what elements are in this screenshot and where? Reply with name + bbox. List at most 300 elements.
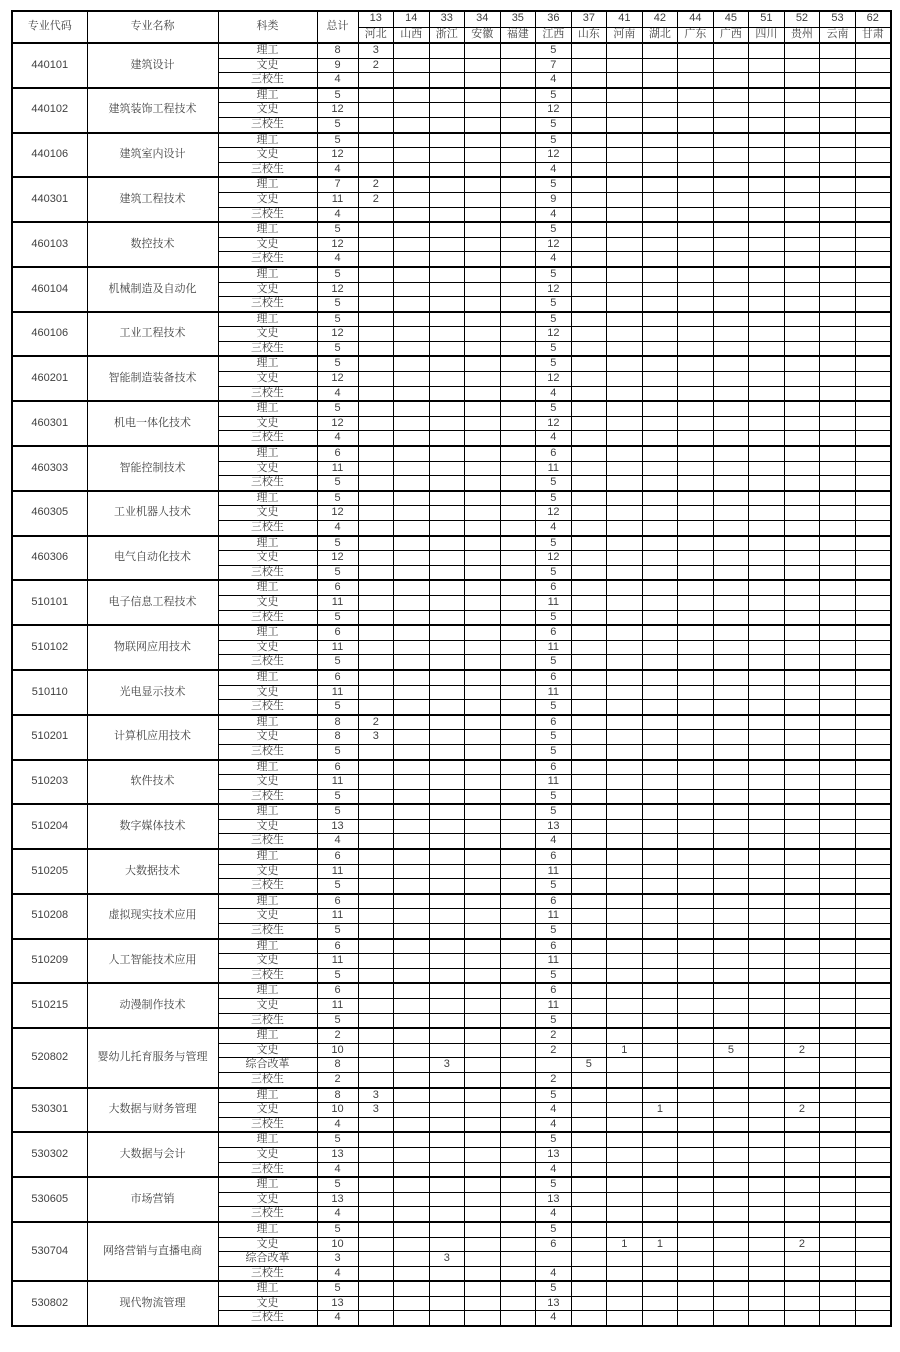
total-cell: 5 bbox=[317, 133, 358, 148]
province-value-cell bbox=[678, 551, 714, 566]
province-value-cell bbox=[429, 804, 465, 819]
province-value-cell bbox=[500, 939, 536, 954]
province-value-cell bbox=[713, 580, 749, 595]
province-value-cell bbox=[784, 700, 820, 715]
province-value-cell bbox=[749, 88, 785, 103]
province-value-cell bbox=[642, 282, 678, 297]
province-value-cell bbox=[749, 1177, 785, 1192]
province-value-cell bbox=[394, 103, 430, 118]
province-value-cell bbox=[358, 312, 394, 327]
province-value-cell bbox=[820, 461, 856, 476]
province-value-cell bbox=[394, 536, 430, 551]
category-cell: 文史 bbox=[218, 237, 317, 252]
province-value-cell bbox=[607, 162, 643, 177]
province-value-cell bbox=[358, 356, 394, 371]
province-value-cell bbox=[820, 536, 856, 551]
province-value-cell bbox=[607, 88, 643, 103]
province-name-header: 湖北 bbox=[642, 27, 678, 43]
province-value-cell bbox=[358, 372, 394, 387]
province-value-cell bbox=[820, 968, 856, 983]
province-value-cell bbox=[571, 1147, 607, 1162]
province-value-cell bbox=[820, 1103, 856, 1118]
province-value-cell bbox=[571, 58, 607, 73]
province-value-cell: 5 bbox=[571, 1058, 607, 1073]
province-value-cell: 12 bbox=[536, 416, 572, 431]
total-cell: 5 bbox=[317, 117, 358, 132]
province-value-cell: 5 bbox=[536, 744, 572, 759]
province-value-cell bbox=[571, 610, 607, 625]
province-value-cell bbox=[855, 894, 891, 909]
province-value-cell bbox=[358, 1043, 394, 1058]
province-name-header: 甘肃 bbox=[855, 27, 891, 43]
province-value-cell: 5 bbox=[536, 476, 572, 491]
province-value-cell bbox=[429, 401, 465, 416]
category-cell: 三校生 bbox=[218, 73, 317, 88]
major-code-cell: 460306 bbox=[12, 536, 87, 581]
category-cell: 文史 bbox=[218, 1192, 317, 1207]
province-value-cell bbox=[571, 730, 607, 745]
major-name-cell: 网络营销与直播电商 bbox=[87, 1222, 218, 1281]
province-value-cell bbox=[358, 610, 394, 625]
header-row-top bbox=[12, 11, 891, 27]
province-value-cell bbox=[358, 237, 394, 252]
province-value-cell bbox=[749, 1192, 785, 1207]
province-value-cell bbox=[642, 1222, 678, 1237]
province-value-cell bbox=[500, 43, 536, 58]
province-value-cell bbox=[678, 117, 714, 132]
province-value-cell bbox=[607, 954, 643, 969]
province-value-cell bbox=[678, 954, 714, 969]
province-value-cell bbox=[358, 968, 394, 983]
total-cell: 10 bbox=[317, 1043, 358, 1058]
major-name-cell: 机械制造及自动化 bbox=[87, 267, 218, 312]
province-value-cell bbox=[820, 625, 856, 640]
province-value-cell bbox=[678, 1162, 714, 1177]
province-value-cell bbox=[642, 565, 678, 580]
province-value-cell bbox=[642, 73, 678, 88]
province-value-cell bbox=[465, 954, 501, 969]
province-value-cell bbox=[642, 521, 678, 536]
province-value-cell bbox=[678, 43, 714, 58]
province-value-cell bbox=[500, 162, 536, 177]
category-cell: 理工 bbox=[218, 222, 317, 237]
province-value-cell bbox=[820, 312, 856, 327]
province-value-cell bbox=[571, 401, 607, 416]
province-value-cell bbox=[713, 446, 749, 461]
province-value-cell bbox=[642, 909, 678, 924]
province-value-cell bbox=[642, 1207, 678, 1222]
total-cell: 5 bbox=[317, 312, 358, 327]
province-value-cell bbox=[465, 1252, 501, 1267]
province-code-header: 13 bbox=[358, 11, 394, 27]
major-code-cell: 530301 bbox=[12, 1088, 87, 1133]
province-value-cell bbox=[394, 1162, 430, 1177]
province-value-cell bbox=[465, 715, 501, 730]
province-value-cell bbox=[855, 924, 891, 939]
province-value-cell bbox=[749, 536, 785, 551]
category-cell: 三校生 bbox=[218, 1207, 317, 1222]
province-value-cell bbox=[678, 685, 714, 700]
province-value-cell bbox=[358, 431, 394, 446]
category-cell: 文史 bbox=[218, 148, 317, 163]
table-row bbox=[12, 715, 891, 730]
province-value-cell: 5 bbox=[536, 924, 572, 939]
province-value-cell bbox=[678, 103, 714, 118]
province-value-cell bbox=[394, 730, 430, 745]
province-value-cell bbox=[465, 760, 501, 775]
category-cell: 理工 bbox=[218, 1132, 317, 1147]
major-code-cell: 460301 bbox=[12, 401, 87, 446]
table-row bbox=[12, 88, 891, 103]
province-value-cell bbox=[607, 580, 643, 595]
province-value-cell bbox=[820, 386, 856, 401]
total-cell: 5 bbox=[317, 222, 358, 237]
province-value-cell bbox=[855, 536, 891, 551]
province-value-cell: 5 bbox=[536, 1088, 572, 1103]
province-value-cell bbox=[394, 491, 430, 506]
province-value-cell bbox=[642, 88, 678, 103]
province-value-cell bbox=[784, 1281, 820, 1296]
table-row bbox=[12, 536, 891, 551]
province-value-cell bbox=[465, 297, 501, 312]
province-value-cell bbox=[571, 461, 607, 476]
province-value-cell bbox=[571, 1072, 607, 1087]
province-value-cell: 11 bbox=[536, 909, 572, 924]
province-value-cell bbox=[784, 177, 820, 192]
total-cell: 6 bbox=[317, 894, 358, 909]
province-value-cell bbox=[607, 327, 643, 342]
province-value-cell bbox=[607, 133, 643, 148]
province-value-cell: 5 bbox=[536, 222, 572, 237]
province-value-cell bbox=[784, 924, 820, 939]
province-value-cell bbox=[855, 1117, 891, 1132]
province-value-cell bbox=[571, 1281, 607, 1296]
province-value-cell bbox=[749, 133, 785, 148]
province-value-cell bbox=[500, 1132, 536, 1147]
province-value-cell bbox=[500, 386, 536, 401]
total-cell: 4 bbox=[317, 73, 358, 88]
province-value-cell bbox=[642, 983, 678, 998]
province-value-cell bbox=[642, 685, 678, 700]
province-value-cell bbox=[642, 849, 678, 864]
province-value-cell bbox=[820, 282, 856, 297]
province-value-cell bbox=[429, 819, 465, 834]
category-cell: 三校生 bbox=[218, 879, 317, 894]
province-value-cell bbox=[713, 192, 749, 207]
province-value-cell bbox=[784, 730, 820, 745]
province-value-cell bbox=[358, 1222, 394, 1237]
province-value-cell bbox=[855, 222, 891, 237]
province-value-cell: 5 bbox=[536, 341, 572, 356]
province-value-cell bbox=[820, 595, 856, 610]
province-value-cell bbox=[394, 999, 430, 1014]
province-value-cell bbox=[571, 1013, 607, 1028]
province-value-cell bbox=[855, 1296, 891, 1311]
province-value-cell bbox=[678, 1252, 714, 1267]
province-value-cell bbox=[642, 327, 678, 342]
province-value-cell bbox=[678, 999, 714, 1014]
province-value-cell bbox=[500, 252, 536, 267]
province-value-cell bbox=[571, 133, 607, 148]
table-row bbox=[12, 580, 891, 595]
province-value-cell bbox=[855, 401, 891, 416]
province-value-cell bbox=[358, 625, 394, 640]
province-value-cell bbox=[358, 521, 394, 536]
province-value-cell bbox=[855, 1207, 891, 1222]
province-value-cell bbox=[678, 252, 714, 267]
province-value-cell bbox=[642, 446, 678, 461]
province-value-cell bbox=[784, 640, 820, 655]
province-value-cell bbox=[394, 177, 430, 192]
province-value-cell bbox=[784, 999, 820, 1014]
total-cell: 5 bbox=[317, 491, 358, 506]
province-value-cell bbox=[358, 789, 394, 804]
major-code-cell: 510205 bbox=[12, 849, 87, 894]
province-value-cell bbox=[784, 282, 820, 297]
province-value-cell bbox=[749, 103, 785, 118]
province-value-cell bbox=[394, 1058, 430, 1073]
province-value-cell bbox=[642, 297, 678, 312]
province-value-cell bbox=[394, 133, 430, 148]
province-value-cell bbox=[784, 595, 820, 610]
category-cell: 文史 bbox=[218, 103, 317, 118]
province-code-header: 45 bbox=[713, 11, 749, 27]
province-value-cell bbox=[429, 744, 465, 759]
province-value-cell bbox=[465, 416, 501, 431]
province-value-cell bbox=[820, 491, 856, 506]
province-value-cell bbox=[784, 1028, 820, 1043]
province-value-cell bbox=[678, 715, 714, 730]
total-cell: 4 bbox=[317, 1266, 358, 1281]
major-code-cell: 530302 bbox=[12, 1132, 87, 1177]
province-value-cell bbox=[642, 655, 678, 670]
province-value-cell bbox=[571, 1088, 607, 1103]
province-value-cell bbox=[855, 610, 891, 625]
province-value-cell bbox=[855, 1043, 891, 1058]
province-value-cell bbox=[749, 222, 785, 237]
province-value-cell bbox=[784, 715, 820, 730]
province-value-cell bbox=[855, 551, 891, 566]
province-value-cell bbox=[394, 237, 430, 252]
province-value-cell bbox=[465, 356, 501, 371]
table-row bbox=[12, 939, 891, 954]
province-value-cell bbox=[607, 1222, 643, 1237]
province-value-cell bbox=[465, 73, 501, 88]
province-value-cell bbox=[784, 789, 820, 804]
province-value-cell bbox=[607, 1266, 643, 1281]
province-value-cell bbox=[500, 1162, 536, 1177]
province-value-cell bbox=[784, 521, 820, 536]
province-value-cell bbox=[749, 580, 785, 595]
province-value-cell bbox=[607, 341, 643, 356]
province-value-cell bbox=[855, 700, 891, 715]
province-value-cell bbox=[749, 744, 785, 759]
province-value-cell bbox=[429, 177, 465, 192]
province-value-cell bbox=[642, 133, 678, 148]
province-value-cell bbox=[394, 744, 430, 759]
province-value-cell: 4 bbox=[536, 1117, 572, 1132]
province-value-cell bbox=[749, 1043, 785, 1058]
province-value-cell bbox=[571, 1237, 607, 1252]
province-value-cell bbox=[607, 983, 643, 998]
province-code-header: 62 bbox=[855, 11, 891, 27]
province-value-cell bbox=[571, 1103, 607, 1118]
province-value-cell bbox=[607, 789, 643, 804]
province-value-cell bbox=[500, 192, 536, 207]
province-value-cell: 4 bbox=[536, 1266, 572, 1281]
province-value-cell bbox=[784, 133, 820, 148]
province-value-cell bbox=[465, 655, 501, 670]
province-value-cell bbox=[678, 237, 714, 252]
province-value-cell bbox=[855, 685, 891, 700]
province-value-cell bbox=[820, 670, 856, 685]
province-value-cell bbox=[784, 968, 820, 983]
province-value-cell bbox=[571, 580, 607, 595]
province-value-cell bbox=[713, 685, 749, 700]
province-value-cell bbox=[358, 1147, 394, 1162]
province-value-cell bbox=[429, 849, 465, 864]
province-value-cell bbox=[571, 849, 607, 864]
province-value-cell bbox=[642, 491, 678, 506]
province-value-cell: 6 bbox=[536, 670, 572, 685]
province-value-cell bbox=[394, 1147, 430, 1162]
province-value-cell bbox=[607, 356, 643, 371]
total-cell: 3 bbox=[317, 1252, 358, 1267]
province-value-cell bbox=[358, 834, 394, 849]
province-value-cell bbox=[607, 461, 643, 476]
province-value-cell bbox=[749, 715, 785, 730]
total-cell: 12 bbox=[317, 551, 358, 566]
category-cell: 三校生 bbox=[218, 610, 317, 625]
province-value-cell: 1 bbox=[607, 1043, 643, 1058]
category-cell: 文史 bbox=[218, 1296, 317, 1311]
province-value-cell bbox=[820, 1072, 856, 1087]
province-value-cell bbox=[784, 117, 820, 132]
major-name-cell: 智能控制技术 bbox=[87, 446, 218, 491]
category-cell: 理工 bbox=[218, 1028, 317, 1043]
province-value-cell bbox=[394, 775, 430, 790]
province-value-cell bbox=[749, 551, 785, 566]
province-value-cell bbox=[607, 834, 643, 849]
province-value-cell bbox=[465, 685, 501, 700]
category-cell: 文史 bbox=[218, 595, 317, 610]
province-value-cell bbox=[642, 1296, 678, 1311]
province-value-cell bbox=[713, 715, 749, 730]
province-value-cell bbox=[500, 282, 536, 297]
province-value-cell bbox=[607, 536, 643, 551]
province-value-cell bbox=[500, 372, 536, 387]
province-value-cell bbox=[749, 267, 785, 282]
province-value-cell bbox=[429, 356, 465, 371]
province-value-cell bbox=[500, 879, 536, 894]
province-value-cell bbox=[820, 610, 856, 625]
province-value-cell bbox=[429, 237, 465, 252]
province-value-cell bbox=[429, 954, 465, 969]
province-value-cell bbox=[465, 133, 501, 148]
province-value-cell bbox=[358, 744, 394, 759]
province-value-cell bbox=[820, 983, 856, 998]
province-value-cell bbox=[394, 1311, 430, 1326]
province-value-cell bbox=[500, 670, 536, 685]
province-value-cell bbox=[820, 341, 856, 356]
province-value-cell bbox=[394, 1237, 430, 1252]
province-value-cell bbox=[784, 610, 820, 625]
province-value-cell bbox=[500, 1222, 536, 1237]
province-value-cell bbox=[358, 565, 394, 580]
province-value-cell bbox=[500, 491, 536, 506]
province-value-cell bbox=[713, 804, 749, 819]
province-value-cell bbox=[820, 551, 856, 566]
province-value-cell bbox=[429, 1147, 465, 1162]
province-value-cell bbox=[713, 103, 749, 118]
province-value-cell bbox=[820, 1013, 856, 1028]
major-name-cell: 人工智能技术应用 bbox=[87, 939, 218, 984]
province-value-cell: 5 bbox=[536, 88, 572, 103]
province-value-cell bbox=[465, 551, 501, 566]
province-value-cell bbox=[749, 849, 785, 864]
province-value-cell bbox=[784, 207, 820, 222]
province-value-cell bbox=[784, 565, 820, 580]
province-value-cell bbox=[855, 1281, 891, 1296]
province-value-cell bbox=[713, 252, 749, 267]
province-value-cell bbox=[855, 192, 891, 207]
category-cell: 文史 bbox=[218, 416, 317, 431]
province-value-cell bbox=[500, 103, 536, 118]
province-value-cell bbox=[607, 715, 643, 730]
province-value-cell bbox=[642, 1043, 678, 1058]
total-cell: 5 bbox=[317, 536, 358, 551]
total-cell: 5 bbox=[317, 88, 358, 103]
province-value-cell bbox=[642, 819, 678, 834]
header-major-code: 专业代码 bbox=[12, 11, 87, 43]
province-value-cell bbox=[855, 476, 891, 491]
province-value-cell: 4 bbox=[536, 431, 572, 446]
province-value-cell bbox=[571, 939, 607, 954]
province-value-cell bbox=[465, 1162, 501, 1177]
province-value-cell bbox=[358, 551, 394, 566]
province-value-cell bbox=[855, 909, 891, 924]
province-value-cell bbox=[784, 327, 820, 342]
province-value-cell bbox=[820, 103, 856, 118]
major-code-cell: 510110 bbox=[12, 670, 87, 715]
province-value-cell bbox=[855, 133, 891, 148]
province-value-cell bbox=[820, 58, 856, 73]
province-value-cell bbox=[358, 939, 394, 954]
province-value-cell bbox=[607, 775, 643, 790]
province-value-cell bbox=[642, 1058, 678, 1073]
province-value-cell bbox=[394, 1207, 430, 1222]
category-cell: 三校生 bbox=[218, 341, 317, 356]
province-value-cell bbox=[855, 1266, 891, 1281]
category-cell: 理工 bbox=[218, 939, 317, 954]
province-value-cell bbox=[784, 312, 820, 327]
province-value-cell bbox=[429, 939, 465, 954]
total-cell: 8 bbox=[317, 43, 358, 58]
province-value-cell bbox=[358, 760, 394, 775]
province-value-cell: 13 bbox=[536, 1296, 572, 1311]
province-value-cell bbox=[749, 476, 785, 491]
province-value-cell bbox=[855, 1192, 891, 1207]
province-value-cell bbox=[358, 386, 394, 401]
province-value-cell bbox=[429, 297, 465, 312]
province-value-cell bbox=[394, 760, 430, 775]
province-value-cell bbox=[855, 162, 891, 177]
province-value-cell bbox=[820, 909, 856, 924]
major-name-cell: 计算机应用技术 bbox=[87, 715, 218, 760]
province-value-cell bbox=[749, 610, 785, 625]
category-cell: 三校生 bbox=[218, 476, 317, 491]
province-value-cell bbox=[749, 1132, 785, 1147]
